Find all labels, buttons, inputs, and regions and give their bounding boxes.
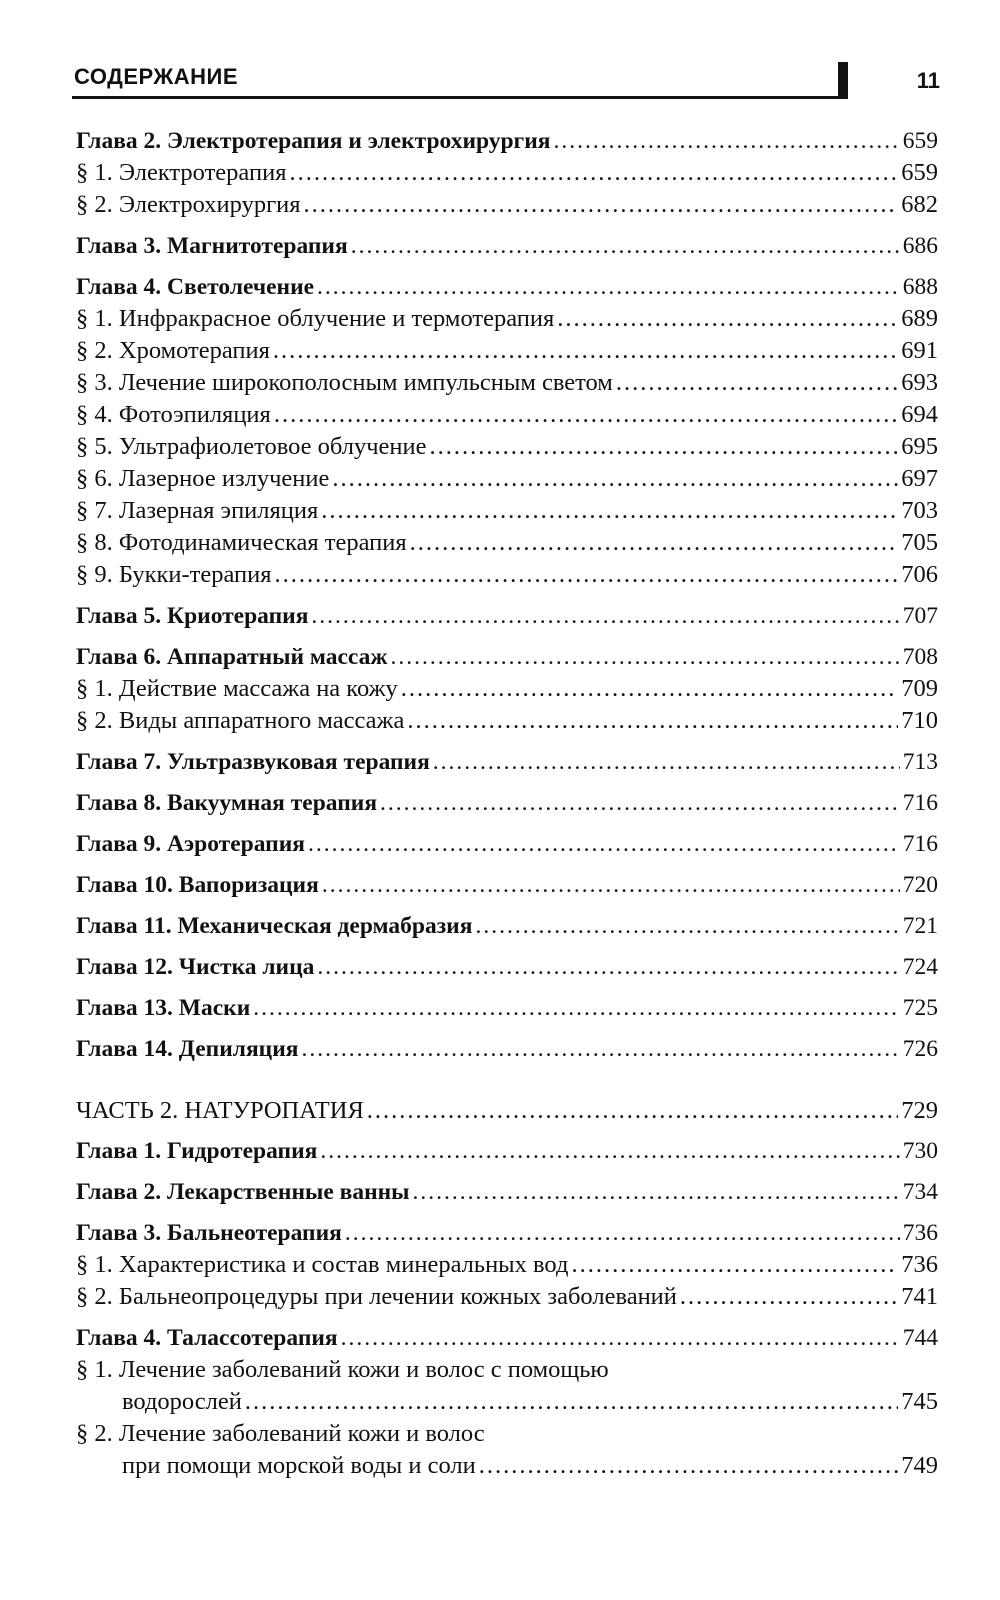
dot-leader bbox=[479, 1450, 899, 1482]
dot-leader bbox=[245, 1386, 898, 1418]
toc-entry-page: 708 bbox=[902, 644, 938, 670]
toc-chapter-entry[interactable] bbox=[76, 1217, 938, 1249]
toc-section-entry[interactable] bbox=[76, 1281, 938, 1313]
toc-entry-title: Глава 13. Маски bbox=[76, 995, 251, 1021]
dot-leader bbox=[345, 1217, 900, 1249]
toc-entry-page: 725 bbox=[902, 995, 938, 1021]
dot-leader bbox=[571, 1249, 898, 1281]
dot-leader bbox=[301, 1033, 899, 1065]
toc-section-entry[interactable] bbox=[76, 527, 938, 559]
toc-entry-title: Глава 2. Лекарственные ванны bbox=[76, 1179, 410, 1205]
toc-entry-title: § 1. Инфракрасное облучение и термотерапия bbox=[76, 305, 555, 332]
toc-entry-page: 713 bbox=[902, 749, 938, 775]
toc-section-entry[interactable] bbox=[76, 399, 938, 431]
toc-chapter-entry[interactable] bbox=[76, 951, 938, 983]
toc-entry-page: 688 bbox=[902, 274, 938, 300]
table-of-contents bbox=[76, 125, 938, 1482]
toc-section-entry[interactable] bbox=[76, 367, 938, 399]
toc-section-entry[interactable] bbox=[76, 431, 938, 463]
toc-entry-page: 716 bbox=[902, 831, 938, 857]
toc-section-entry[interactable] bbox=[76, 559, 938, 591]
dot-leader bbox=[332, 463, 898, 495]
toc-section-entry[interactable] bbox=[76, 1418, 938, 1482]
dot-leader bbox=[273, 335, 898, 367]
toc-entry-title: § 7. Лазерная эпиляция bbox=[76, 497, 319, 524]
toc-entry-page: 726 bbox=[902, 1036, 938, 1062]
toc-chapter-entry[interactable] bbox=[76, 125, 938, 157]
toc-chapter-entry[interactable] bbox=[76, 1135, 938, 1167]
toc-entry-title: § 4. Фотоэпиляция bbox=[76, 401, 271, 428]
toc-entry-title: § 2. Виды аппаратного массажа bbox=[76, 707, 405, 734]
toc-section-entry[interactable] bbox=[76, 157, 938, 189]
dot-leader bbox=[390, 641, 899, 673]
toc-entry-page: 686 bbox=[902, 233, 938, 259]
toc-entry-title: Глава 2. Электротерапия и электрохирургия bbox=[76, 128, 551, 154]
dot-leader bbox=[322, 869, 900, 901]
toc-entry-title: Глава 3. Бальнеотерапия bbox=[76, 1220, 342, 1246]
toc-entry-page: 745 bbox=[901, 1388, 938, 1415]
toc-chapter-entry[interactable] bbox=[76, 230, 938, 262]
toc-entry-page: 749 bbox=[901, 1452, 938, 1479]
toc-entry-title-line1: § 2. Лечение заболеваний кожи и волос bbox=[76, 1420, 485, 1447]
dot-leader bbox=[401, 673, 898, 705]
dot-leader bbox=[289, 157, 898, 189]
toc-entry-page: 724 bbox=[902, 954, 938, 980]
toc-entry-title-line1: § 1. Лечение заболеваний кожи и волос с помощью bbox=[76, 1356, 609, 1383]
toc-entry-page: 695 bbox=[901, 433, 938, 460]
toc-entry-title: Глава 5. Криотерапия bbox=[76, 603, 309, 629]
toc-entry-title: § 8. Фотодинамическая терапия bbox=[76, 529, 407, 556]
toc-section-entry[interactable] bbox=[76, 1249, 938, 1281]
toc-entry-page: 709 bbox=[901, 675, 938, 702]
toc-section-entry[interactable] bbox=[76, 1354, 938, 1418]
toc-chapter-entry[interactable] bbox=[76, 910, 938, 942]
dot-leader bbox=[304, 189, 899, 221]
toc-entry-page: 736 bbox=[902, 1220, 938, 1246]
dot-leader bbox=[557, 303, 898, 335]
toc-entry-title: § 2. Электрохирургия bbox=[76, 191, 301, 218]
dot-leader bbox=[407, 705, 898, 737]
toc-section-entry[interactable] bbox=[76, 303, 938, 335]
toc-entry-page: 744 bbox=[902, 1325, 938, 1351]
toc-chapter-entry[interactable] bbox=[76, 641, 938, 673]
toc-entry-page: 705 bbox=[901, 529, 938, 556]
toc-entry-page: 741 bbox=[901, 1283, 938, 1310]
toc-chapter-entry[interactable] bbox=[76, 271, 938, 303]
toc-entry-page: 697 bbox=[901, 465, 938, 492]
toc-entry-page: 682 bbox=[901, 191, 938, 218]
toc-entry-title: Глава 12. Чистка лица bbox=[76, 954, 315, 980]
dot-leader bbox=[253, 992, 900, 1024]
toc-section-entry[interactable] bbox=[76, 673, 938, 705]
toc-entry-title-line2: при помощи морской воды и соли bbox=[122, 1452, 476, 1479]
toc-entry-page: 706 bbox=[901, 561, 938, 588]
toc-entry-title: § 1. Электротерапия bbox=[76, 159, 287, 186]
dot-leader bbox=[367, 1095, 898, 1127]
toc-entry-page: 716 bbox=[902, 790, 938, 816]
toc-entry-page: 729 bbox=[901, 1097, 938, 1124]
dot-leader bbox=[321, 495, 898, 527]
dot-leader bbox=[317, 271, 900, 303]
toc-entry-title: § 1. Характеристика и состав минеральных вод bbox=[76, 1251, 569, 1278]
toc-entry-title: § 5. Ультрафиолетовое облучение bbox=[76, 433, 427, 460]
toc-section-entry[interactable] bbox=[76, 335, 938, 367]
toc-entry-page: 730 bbox=[902, 1138, 938, 1164]
toc-entry-page: 693 bbox=[901, 369, 938, 396]
toc-section-entry[interactable] bbox=[76, 495, 938, 527]
dot-leader bbox=[351, 230, 900, 262]
toc-entry-title: Глава 8. Вакуумная терапия bbox=[76, 790, 378, 816]
dot-leader bbox=[275, 559, 899, 591]
dot-leader bbox=[380, 787, 900, 819]
running-header-title: СОДЕРЖАНИЕ bbox=[74, 64, 239, 89]
toc-entry-title: § 9. Букки-терапия bbox=[76, 561, 272, 588]
header-rule bbox=[72, 96, 844, 99]
toc-entry-title-line2: водорослей bbox=[122, 1388, 242, 1415]
toc-chapter-entry[interactable] bbox=[76, 869, 938, 901]
toc-chapter-entry[interactable] bbox=[76, 600, 938, 632]
dot-leader bbox=[430, 431, 899, 463]
toc-entry-title: § 3. Лечение широкополосным импульсным светом bbox=[76, 369, 613, 396]
header-block-mark bbox=[838, 62, 848, 99]
toc-entry-page: 734 bbox=[902, 1179, 938, 1205]
toc-entry-page: 694 bbox=[901, 401, 938, 428]
toc-entry-title: Глава 4. Светолечение bbox=[76, 274, 315, 300]
dot-leader bbox=[616, 367, 898, 399]
toc-entry-title: Глава 14. Депиляция bbox=[76, 1036, 299, 1062]
dot-leader bbox=[413, 1176, 900, 1208]
toc-entry-page: 703 bbox=[901, 497, 938, 524]
dot-leader bbox=[410, 527, 899, 559]
dot-leader bbox=[554, 125, 900, 157]
toc-entry-page: 707 bbox=[902, 603, 938, 629]
toc-chapter-entry[interactable] bbox=[76, 1033, 938, 1065]
toc-entry-title: Глава 11. Механическая дермабразия bbox=[76, 913, 473, 939]
dot-leader bbox=[274, 399, 898, 431]
toc-entry-title: Глава 1. Гидротерапия bbox=[76, 1138, 318, 1164]
toc-chapter-entry[interactable] bbox=[76, 746, 938, 778]
toc-entry-page: 659 bbox=[901, 159, 938, 186]
dot-leader bbox=[433, 746, 900, 778]
toc-entry-page: 710 bbox=[901, 707, 938, 734]
toc-entry-title: Глава 9. Аэротерапия bbox=[76, 831, 305, 857]
toc-entry-title: Глава 7. Ультразвуковая терапия bbox=[76, 749, 430, 775]
toc-entry-title: Глава 4. Талассотерапия bbox=[76, 1325, 338, 1351]
toc-entry-title: § 2. Хромотерапия bbox=[76, 337, 270, 364]
toc-chapter-entry[interactable] bbox=[76, 828, 938, 860]
page-number: 11 bbox=[916, 68, 940, 93]
toc-entry-page: 689 bbox=[901, 305, 938, 332]
toc-chapter-entry[interactable] bbox=[76, 1322, 938, 1354]
toc-entry-page: 720 bbox=[902, 872, 938, 898]
dot-leader bbox=[317, 951, 899, 983]
toc-chapter-entry[interactable] bbox=[76, 787, 938, 819]
toc-section-entry[interactable] bbox=[76, 463, 938, 495]
toc-entry-page: 721 bbox=[902, 913, 938, 939]
dot-leader bbox=[308, 828, 900, 860]
toc-entry-title: Глава 3. Магнитотерапия bbox=[76, 233, 348, 259]
toc-chapter-entry[interactable] bbox=[76, 992, 938, 1024]
toc-entry-title: § 6. Лазерное излучение bbox=[76, 465, 330, 492]
toc-entry-title: § 1. Действие массажа на кожу bbox=[76, 675, 398, 702]
toc-entry-title: Глава 10. Вапоризация bbox=[76, 872, 319, 898]
toc-entry-title: Глава 6. Аппаратный массаж bbox=[76, 644, 388, 670]
page-header bbox=[72, 58, 940, 100]
toc-part-entry[interactable] bbox=[76, 1095, 938, 1127]
dot-leader bbox=[320, 1135, 899, 1167]
dot-leader bbox=[311, 600, 899, 632]
toc-chapter-entry[interactable] bbox=[76, 1176, 938, 1208]
toc-entry-title: § 2. Бальнеопроцедуры при лечении кожных заболеваний bbox=[76, 1283, 677, 1310]
dot-leader bbox=[341, 1322, 900, 1354]
toc-section-entry[interactable] bbox=[76, 705, 938, 737]
toc-entry-page: 659 bbox=[902, 128, 938, 154]
toc-entry-page: 691 bbox=[901, 337, 938, 364]
toc-entry-title: ЧАСТЬ 2. НАТУРОПАТИЯ bbox=[76, 1097, 364, 1124]
dot-leader bbox=[680, 1281, 898, 1313]
dot-leader bbox=[475, 910, 899, 942]
toc-section-entry[interactable] bbox=[76, 189, 938, 221]
toc-entry-page: 736 bbox=[901, 1251, 938, 1278]
